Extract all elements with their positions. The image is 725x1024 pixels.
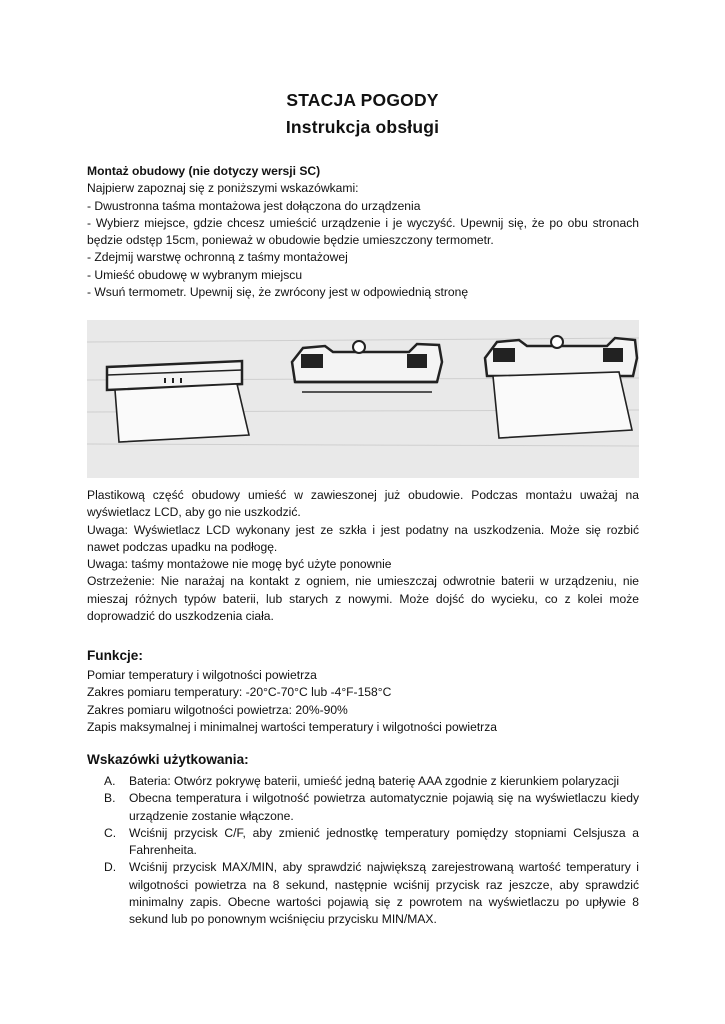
montaz-line: - Dwustronna taśma montażowa jest dołączona do urządzenia: [87, 198, 421, 213]
funkcje-line: Zakres pomiaru temperatury: -20°C-70°C lub -4°F-158°C: [87, 685, 392, 700]
montaz-line: - Wybierz miejsce, gdzie chcesz umieścić urządzenie i je wyczyść. Upewnij się, że po obu stronach będzie odstęp 15cm, ponieważ w obudowie będzie umieszczony termometr.: [87, 215, 639, 248]
montaz-section: [87, 163, 639, 301]
uwagi-paragraph: Uwaga: taśmy montażowe nie mogę być użyte ponownie: [87, 557, 392, 572]
list-marker: C.: [104, 825, 117, 840]
list-text: Wciśnij przycisk C/F, aby zmienić jednostkę temperatury pomiędzy stopniami Celsjusza a Fahrenheita.: [129, 825, 639, 858]
list-text: Obecna temperatura i wilgotność powietrza automatycznie pojawią się na wyświetlaczu kiedy urządzenie zostanie włączone.: [129, 791, 639, 823]
mounting-steps-drawing: [87, 320, 639, 478]
funkcje-heading: Funkcje:: [87, 648, 143, 663]
wskazowki-list: [87, 773, 639, 929]
list-item: [87, 773, 639, 790]
uwagi-section: [87, 487, 639, 625]
list-marker: D.: [104, 860, 117, 875]
funkcje-section: [87, 667, 639, 736]
list-text: Bateria: Otwórz pokrywę baterii, umieść jedną baterię AAA zgodnie z kierunkiem polaryzacji: [129, 774, 620, 788]
list-item: [87, 825, 639, 860]
uwagi-paragraph: Uwaga: Wyświetlacz LCD wykonany jest ze szkła i jest podatny na uszkodzenia. Może się rozbić nawet podczas upadku na podłogę.: [87, 522, 639, 554]
funkcje-line: Zakres pomiaru wilgotności powietrza: 20%-90%: [87, 702, 348, 717]
mount-step-3-drawing: [485, 336, 637, 438]
montaz-line: - Umieść obudowę w wybranym miejscu: [87, 267, 303, 282]
list-item: [87, 790, 639, 825]
wskazowki-heading: Wskazówki użytkowania:: [87, 752, 249, 767]
document-subtitle: Instrukcja obsługi: [285, 117, 440, 137]
list-marker: A.: [104, 774, 116, 788]
montaz-line: Najpierw zapoznaj się z poniższymi wskazówkami:: [87, 181, 359, 196]
mount-step-2-drawing: [292, 341, 442, 392]
montaz-line: - Wsuń termometr. Upewnij się, że zwrócony jest w odpowiednią stronę: [87, 285, 469, 300]
funkcje-line: Pomiar temperatury i wilgotności powietrza: [87, 668, 317, 682]
funkcje-line: Zapis maksymalnej i minimalnej wartości temperatury i wilgotności powietrza: [87, 719, 497, 734]
list-item: [87, 859, 639, 928]
list-text: Wciśnij przycisk MAX/MIN, aby sprawdzić największą zarejestrowaną wartość temperatury i wilgotności powietrza na 8 sekund, następnie wciśnij przycisk raz jeszcze, aby sprawdzić minimalny zapis. Obecne wartości pojawią się z powrotem na wyświetlaczu po upływie 8 sekund lub po ponownym wciśnięciu przycisku MIN/MAX.: [129, 860, 639, 927]
montaz-heading: Montaż obudowy (nie dotyczy wersji SC): [87, 164, 321, 178]
montaz-line: - Zdejmij warstwę ochronną z taśmy montażowej: [87, 250, 348, 265]
uwagi-paragraph: Ostrzeżenie: Nie narażaj na kontakt z ogniem, nie umieszczaj odwrotnie baterii w urządzeniu, nie mieszaj różnych typów baterii, lub starych z nowymi. Może dojść do wycieku, co z kolei może doprowadzić do uszkodzenia ciała.: [87, 574, 639, 624]
mount-step-1-drawing: [107, 361, 249, 442]
uwagi-paragraph: Plastikową część obudowy umieść w zawieszonej już obudowie. Podczas montażu uważaj na wyświetlacz LCD, aby go nie uszkodzić.: [87, 488, 639, 520]
list-marker: B.: [104, 791, 116, 806]
mounting-illustration: [87, 320, 639, 478]
document-title: STACJA POGODY: [286, 90, 439, 110]
